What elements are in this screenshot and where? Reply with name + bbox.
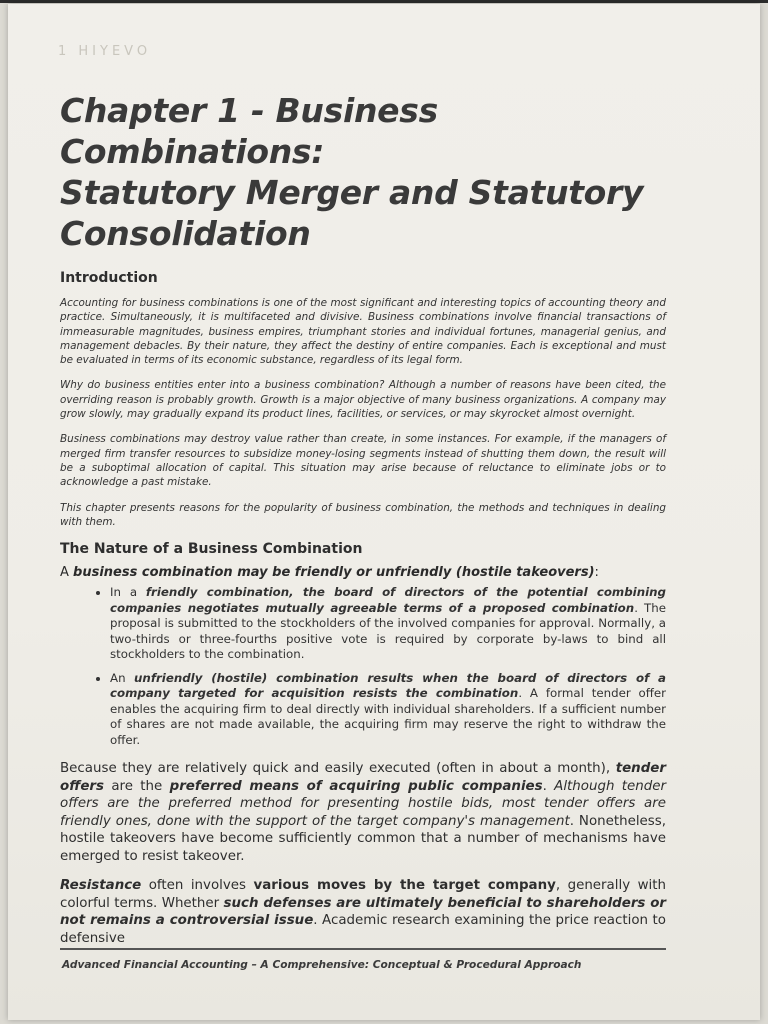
lead-prefix: A [60, 565, 74, 581]
intro-paragraph-3: Business combinations may destroy value rather than create, in some instances. For example, if the managers of merged firm transfer resources to subsidize money-losing segments instead of shutting them down, the result will be a suboptimal allocation of capital. This situation may arise because of reluctance to eliminate jobs or to acknowledge a past mistake. [60, 433, 666, 489]
resistance-text-2: , generally with colorful terms. Whether [60, 878, 666, 911]
intro-paragraph-2: Why do business entities enter into a business combination? Although a number of reasons have been cited, the overriding reason is probably growth. Growth is a major objective of many business organizations. A company may grow slowly, may gradually expand its product lines, facilities, or services, or may skyrocket almost overnight. [60, 379, 666, 421]
intro-paragraph-1: Accounting for business combinations is one of the most significant and interesting topics of accounting theory and practice. Simultaneously, it is multifaceted and divisive. Business combinations involve financial transactions of immeasurable magnitudes, business empires, triumphant stories and individual fortunes, managerial genius, and management debacles. By their nature, they affect the destiny of entire companies. Each is exceptional and must be evaluated in terms of its economic substance, regardless of its legal form. [60, 297, 666, 367]
tender-text-2: are the [104, 778, 170, 794]
list-item-unfriendly [110, 671, 666, 749]
tender-bold-1: tender offers [60, 761, 666, 794]
nature-lead [60, 565, 666, 581]
resistance-bold-3: such defenses are ultimately beneficial to shareholders or not remains a controversial issue [60, 895, 666, 929]
introduction-section [60, 270, 666, 529]
page-content [60, 90, 666, 947]
combination-types-list [60, 585, 666, 748]
tender-text-1: Because they are relatively quick and easily executed (often in about a month), [60, 761, 616, 777]
footer-divider [60, 948, 666, 950]
bullet1-prefix: In a [110, 585, 146, 600]
page-footer: Advanced Financial Accounting – A Comprehensive: Conceptual & Procedural Approach [62, 959, 582, 971]
bullet2-bold: unfriendly (hostile) combination results when the board of directors of a company targeted for acquisition resists the combination [110, 670, 666, 701]
bullet2-rest: . A formal tender offer enables the acquiring firm to deal directly with individual shareholders. If a sufficient number of shares are not made available, the acquiring firm may reserve the right to withdraw the offer. [110, 686, 666, 747]
document-page [8, 4, 760, 1020]
nature-heading: The Nature of a Business Combination [60, 541, 363, 558]
bullet1-rest: . The proposal is submitted to the stockholders of the involved companies for approval. Normally, a two-thirds or three-fourths positive vote is required by corporate by-laws to bind all stockholders to the combination. [110, 600, 666, 662]
title-line-1: Chapter 1 - Business Combinations: [60, 91, 438, 171]
bleed-through-header: 1 HIYEVO [58, 44, 152, 59]
list-item-friendly [110, 585, 666, 663]
resistance-text-3: . Academic research examining the price reaction to defensive [60, 913, 666, 946]
resistance-paragraph [60, 877, 666, 947]
chapter-title [60, 90, 666, 254]
tender-bold-2: preferred means of acquiring public companies [169, 778, 543, 794]
title-line-3: Consolidation [60, 214, 311, 253]
tender-italic: Although tender offers are the preferred method for presenting hostile bids, most tender offers are friendly ones, done with the support of the target company's management [60, 778, 666, 829]
tender-text-4: . Nonetheless, hostile takeovers have become sufficiently common that a number of mechanisms have emerged to resist takeover. [60, 813, 666, 864]
resistance-text-1: often involves [141, 878, 254, 894]
title-line-2: Statutory Merger and Statutory [60, 173, 644, 212]
tender-text-3: . [542, 778, 555, 794]
bullet1-bold: friendly combination, the board of directors of the potential combining companies negotiates mutually agreeable terms of a proposed combination [110, 585, 667, 615]
top-shadow-edge [0, 0, 768, 3]
introduction-heading: Introduction [60, 270, 158, 286]
resistance-bold-2: various moves by the target company [253, 878, 556, 894]
lead-bold: business combination may be friendly or unfriendly (hostile takeovers) [73, 565, 595, 581]
tender-offers-paragraph [60, 760, 666, 865]
bullet2-prefix: An [110, 670, 135, 685]
resistance-bold-1: Resistance [60, 878, 142, 894]
intro-paragraph-4: This chapter presents reasons for the popularity of business combination, the methods and techniques in dealing with them. [60, 501, 666, 528]
lead-suffix: : [594, 565, 599, 581]
